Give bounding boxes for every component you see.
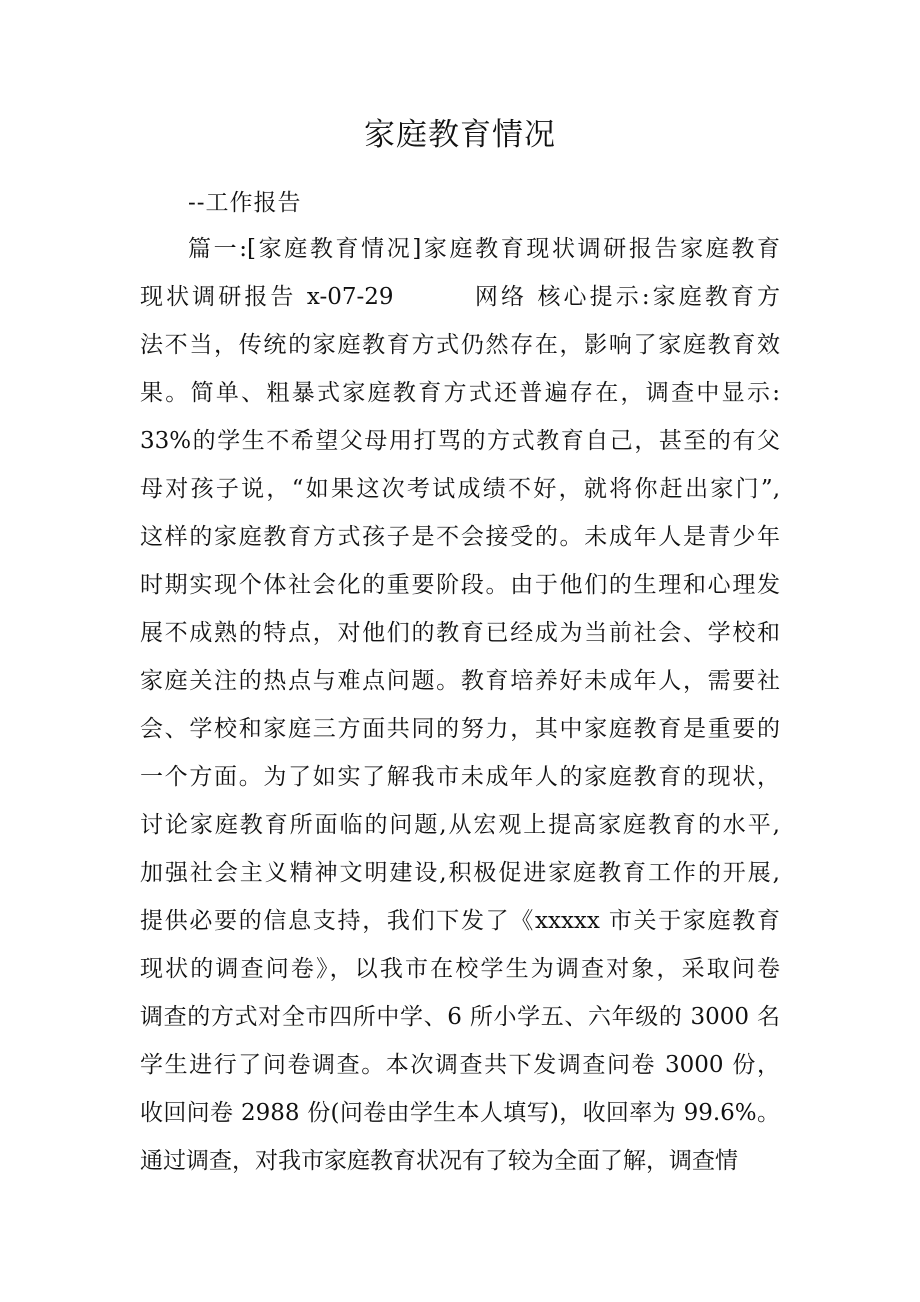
- body-line: 法不当，传统的家庭教育方式仍然存在，影响了家庭教育效: [140, 332, 780, 358]
- body-line: 33%的学生不希望父母用打骂的方式教育自己，甚至的有父: [140, 428, 780, 454]
- body-line: 会、学校和家庭三方面共同的努力，其中家庭教育是重要的: [140, 716, 780, 742]
- body-line: 调查的方式对全市四所中学、6 所小学五、六年级的 3000 名: [140, 1004, 780, 1030]
- body-line: 这样的家庭教育方式孩子是不会接受的。未成年人是青少年: [140, 524, 780, 550]
- document-title: 家庭教育情况: [364, 117, 556, 153]
- body-line: 提供必要的信息支持，我们下发了《xxxxx 市关于家庭教育: [140, 908, 780, 934]
- body-line: 现状的调查问卷》，以我市在校学生为调查对象，采取问卷: [140, 956, 780, 982]
- body-line: 讨论家庭教育所面临的问题,从宏观上提高家庭教育的水平,: [140, 812, 780, 838]
- body-line: 展不成熟的特点，对他们的教育已经成为当前社会、学校和: [140, 620, 780, 646]
- body-line: 果。简单、粗暴式家庭教育方式还普遍存在，调查中显示:: [140, 380, 780, 406]
- body-line: 收回问卷 2988 份(问卷由学生本人填写)，收回率为 99.6%。: [140, 1100, 780, 1126]
- body-line: 现状调研报告 x-07-29 网络 核心提示:家庭教育方: [140, 284, 780, 310]
- body-line: 通过调查，对我市家庭教育状况有了较为全面了解，调查情: [140, 1148, 738, 1174]
- body-line: 加强社会主义精神文明建设,积极促进家庭教育工作的开展,: [140, 860, 780, 886]
- body-line: 家庭关注的热点与难点问题。教育培养好未成年人，需要社: [140, 668, 780, 694]
- body-line: 篇一:[家庭教育情况]家庭教育现状调研报告家庭教育: [188, 236, 780, 262]
- body-line: 学生进行了问卷调查。本次调查共下发调查问卷 3000 份，: [140, 1052, 780, 1078]
- body-line: 一个方面。为了如实了解我市未成年人的家庭教育的现状，: [140, 764, 780, 790]
- body-line: 时期实现个体社会化的重要阶段。由于他们的生理和心理发: [140, 572, 780, 598]
- body-line: 母对孩子说，“如果这次考试成绩不好，就将你赶出家门”,: [140, 476, 780, 502]
- document-subtitle: --工作报告: [188, 190, 302, 216]
